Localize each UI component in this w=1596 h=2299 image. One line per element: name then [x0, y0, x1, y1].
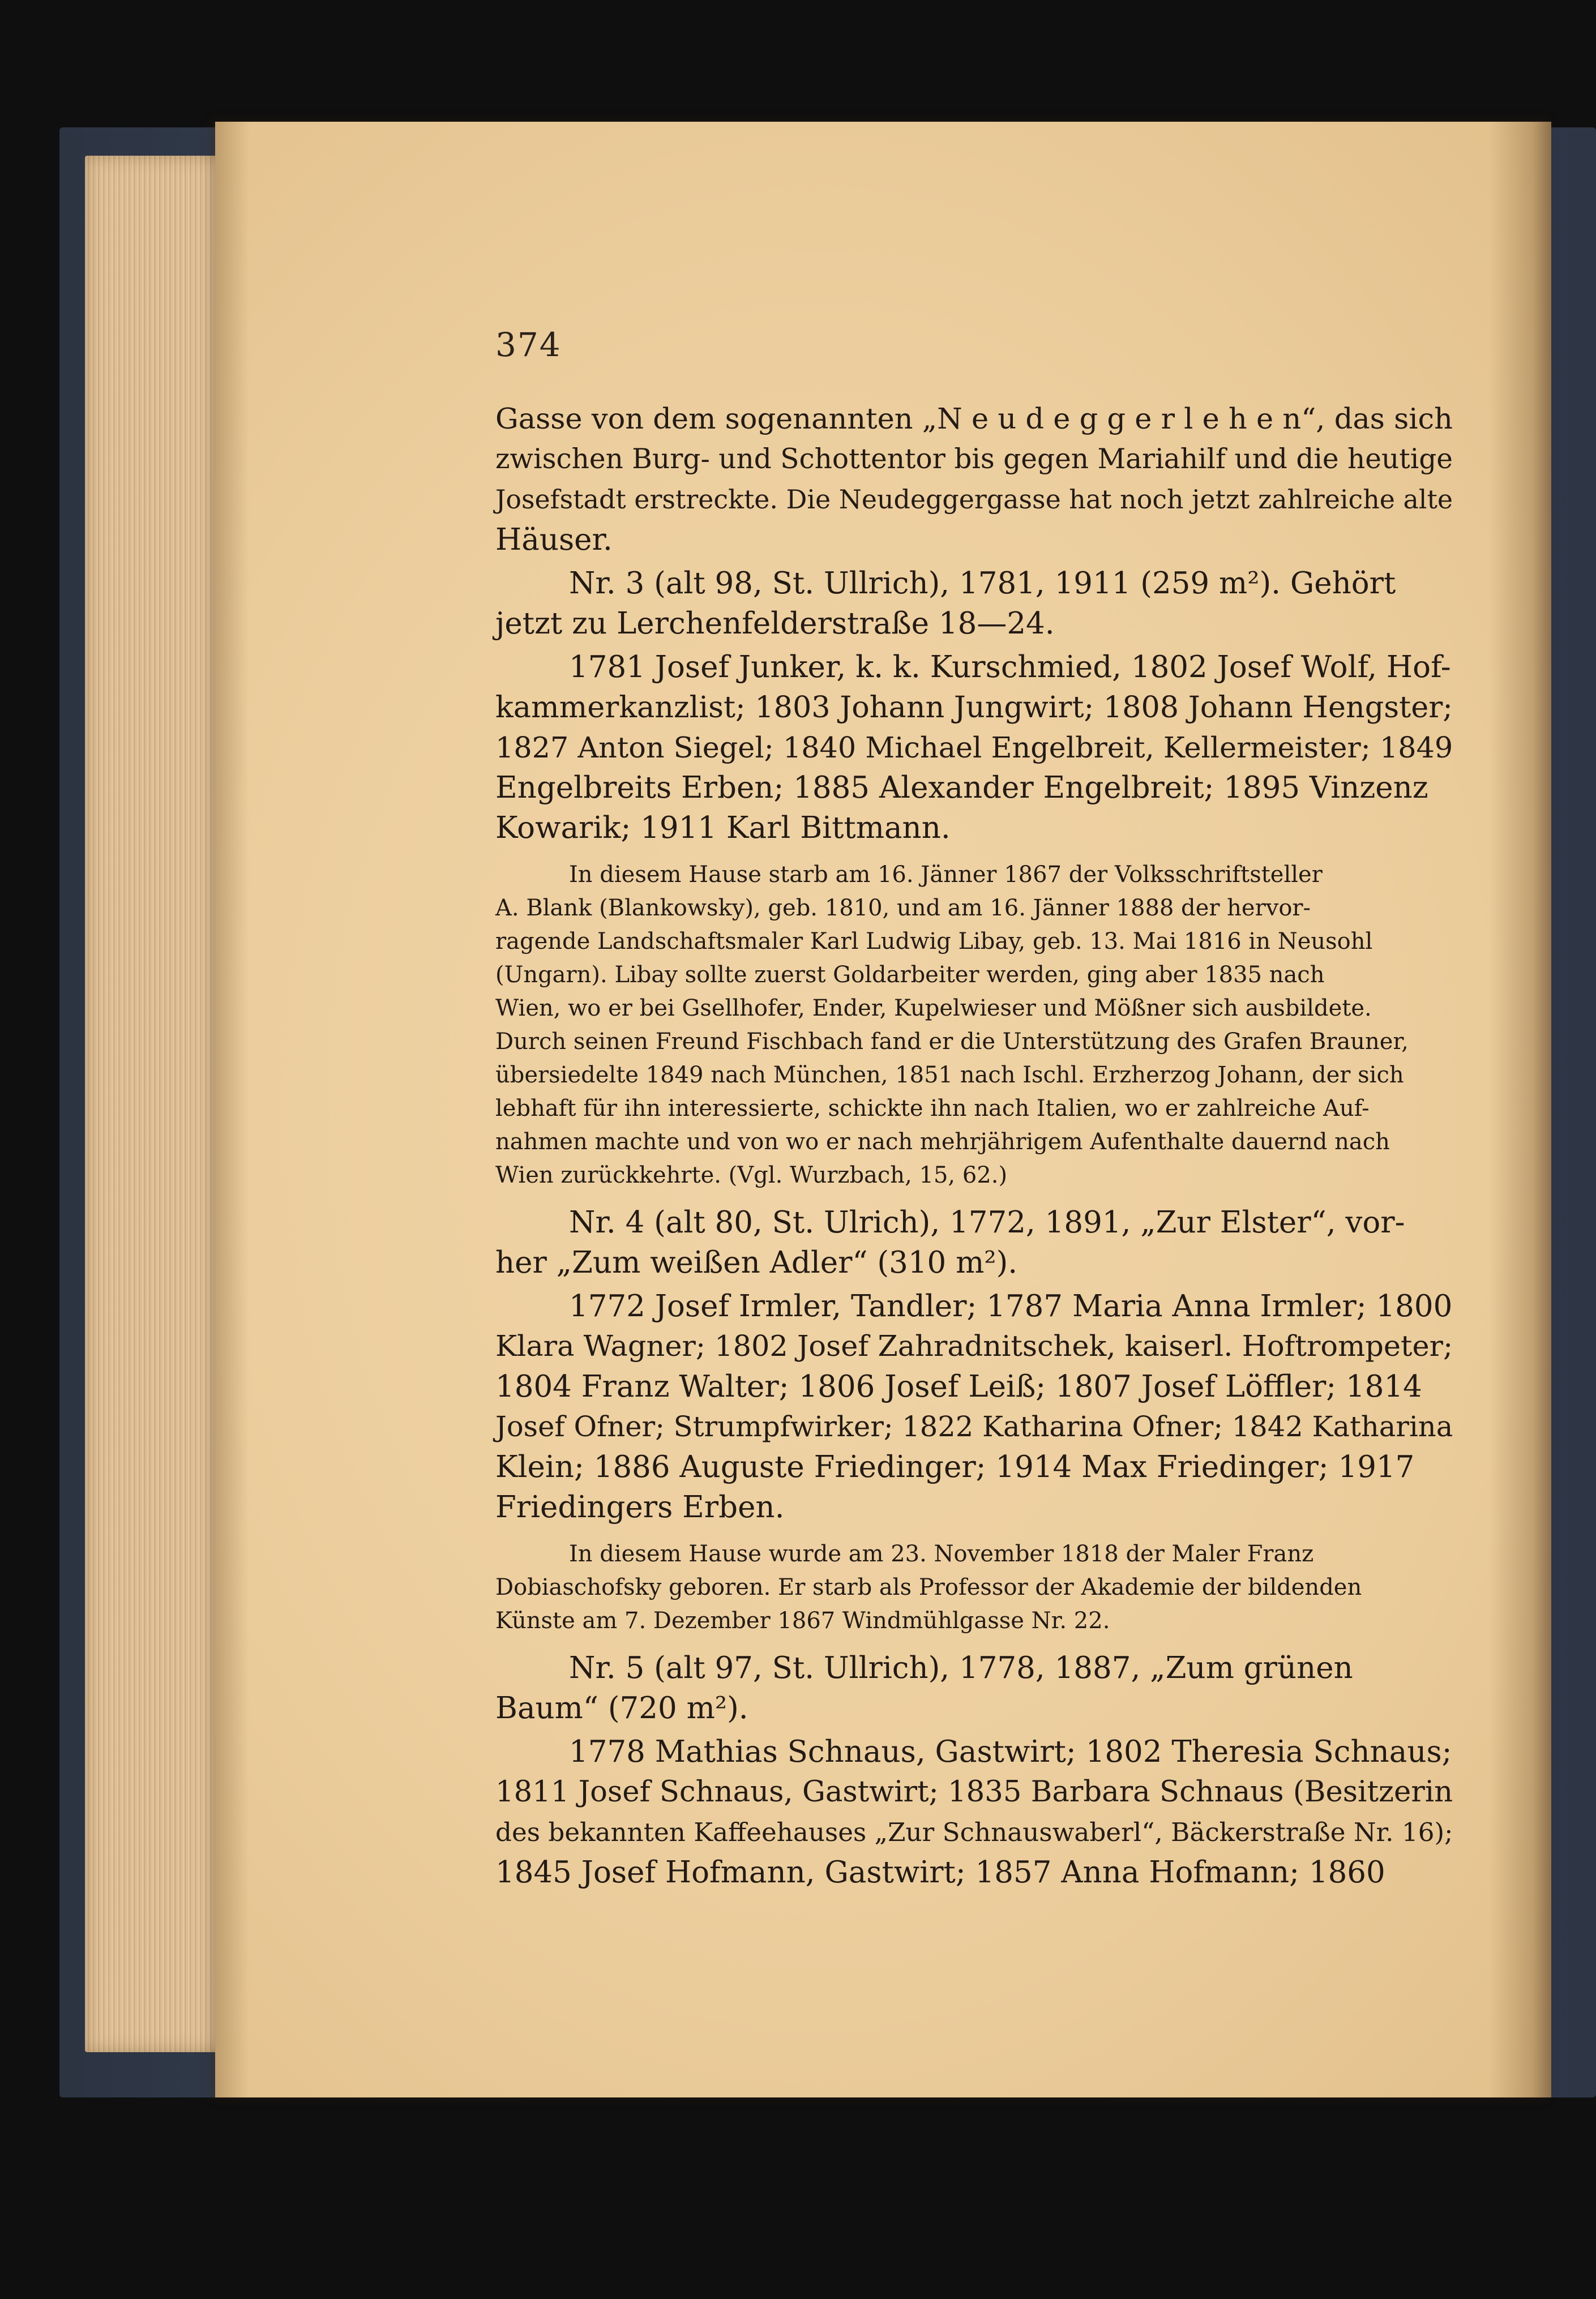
page-gutter-shadow — [215, 122, 249, 2097]
note-line: In diesem Hause starb am 16. Jänner 1867 der Volksschriftsteller — [569, 862, 1323, 888]
paragraph-nr4-owners — [495, 1286, 1458, 1527]
text-line: 1811 Josef Schnaus, Gastwirt; 1835 Barbara Schnaus (Besitzerin — [495, 1775, 1453, 1809]
note-line: übersiedelte 1849 nach München, 1851 nach Ischl. Erzherzog Johann, der sich — [495, 1062, 1404, 1088]
note-line: Dobiaschofsky geboren. Er starb als Professor der Akademie der bildenden — [495, 1574, 1362, 1600]
text-line: Nr. 3 (alt 98, St. Ullrich), 1781, 1911 (259 m²). Gehört — [569, 566, 1396, 601]
text-line: Josef Ofner; Strumpfwirker; 1822 Katharina Ofner; 1842 Katharina — [495, 1410, 1453, 1443]
page-curl-shadow — [1489, 122, 1551, 2097]
note-line: Künste am 7. Dezember 1867 Windmühlgasse Nr. 22. — [495, 1608, 1110, 1634]
text-line: Kowarik; 1911 Karl Bittmann. — [495, 811, 951, 845]
text-line: Klein; 1886 Auguste Friedinger; 1914 Max Friedinger; 1917 — [495, 1450, 1415, 1484]
text-line: 1781 Josef Junker, k. k. Kurschmied, 1802 Josef Wolf, Hof- — [569, 650, 1451, 684]
note-line: Durch seinen Freund Fischbach fand er die Unterstützung des Grafen Brauner, — [495, 1029, 1409, 1055]
text-line: des bekannten Kaffeehauses „Zur Schnauswaberl“, Bäckerstraße Nr. 16); — [495, 1817, 1453, 1847]
text-line: Häuser. — [495, 523, 613, 557]
text-line: 1804 Franz Walter; 1806 Josef Leiß; 1807 Josef Löffler; 1814 — [495, 1369, 1422, 1404]
text-line: Baum“ (720 m²). — [495, 1691, 748, 1726]
paragraph-nr5-heading — [495, 1648, 1458, 1728]
text-line: 1845 Josef Hofmann, Gastwirt; 1857 Anna Hofmann; 1860 — [495, 1855, 1385, 1890]
text-line: Nr. 5 (alt 97, St. Ullrich), 1778, 1887, „Zum grünen — [569, 1651, 1353, 1685]
text-line: Friedingers Erben. — [495, 1490, 785, 1525]
note-line: (Ungarn). Libay sollte zuerst Goldarbeiter werden, ging aber 1835 nach — [495, 962, 1325, 988]
page-body — [495, 399, 1458, 1893]
page-number: 374 — [495, 326, 562, 364]
text-line: 1772 Josef Irmler, Tandler; 1787 Maria Anna Irmler; 1800 — [569, 1289, 1453, 1324]
text-line: 1827 Anton Siegel; 1840 Michael Engelbreit, Kellermeister; 1849 — [495, 731, 1453, 764]
note-line: Wien, wo er bei Gsellhofer, Ender, Kupelwieser und Mößner sich ausbildete. — [495, 995, 1372, 1021]
paragraph-nr3-owners — [495, 647, 1458, 848]
text-line: Josefstadt erstreckte. Die Neudeggergasse hat noch jetzt zahlreiche alte — [495, 484, 1453, 515]
note-line: lebhaft für ihn interessierte, schickte ihn nach Italien, wo er zahlreiche Auf- — [495, 1095, 1370, 1121]
note-nr4 — [495, 1538, 1458, 1638]
text-line: 1778 Mathias Schnaus, Gastwirt; 1802 Theresia Schnaus; — [569, 1735, 1452, 1769]
text-line: zwischen Burg- und Schottentor bis gegen Mariahilf und die heutige — [495, 443, 1453, 475]
note-line: Wien zurückkehrte. (Vgl. Wurzbach, 15, 62.) — [495, 1162, 1008, 1188]
text-line: kammerkanzlist; 1803 Johann Jungwirt; 1808 Johann Hengster; — [495, 690, 1453, 725]
note-line: In diesem Hause wurde am 23. November 1818 der Maler Franz — [569, 1541, 1314, 1567]
paragraph-nr4-heading — [495, 1202, 1458, 1283]
text-line: Gasse von dem sogenannten „N e u d e g g e r l e h e n“, das sich — [495, 403, 1453, 436]
paragraph-nr3-heading — [495, 563, 1458, 644]
note-line: nahmen machte und von wo er nach mehrjährigem Aufenthalte dauernd nach — [495, 1129, 1390, 1155]
note-nr3 — [495, 858, 1458, 1192]
text-line: her „Zum weißen Adler“ (310 m²). — [495, 1245, 1018, 1280]
text-line: Klara Wagner; 1802 Josef Zahradnitschek, kaiserl. Hoftrompeter; — [495, 1330, 1453, 1363]
text-line: Nr. 4 (alt 80, St. Ulrich), 1772, 1891, „Zur Elster“, vor- — [569, 1205, 1405, 1240]
text-line: jetzt zu Lerchenfelderstraße 18—24. — [495, 606, 1055, 641]
text-line: Engelbreits Erben; 1885 Alexander Engelbreit; 1895 Vinzenz — [495, 770, 1428, 805]
paragraph-neudegger — [495, 399, 1458, 560]
note-line: ragende Landschaftsmaler Karl Ludwig Libay, geb. 13. Mai 1816 in Neusohl — [495, 928, 1373, 954]
paragraph-nr5-owners — [495, 1732, 1458, 1893]
note-line: A. Blank (Blankowsky), geb. 1810, und am 16. Jänner 1888 der hervor- — [495, 895, 1311, 921]
